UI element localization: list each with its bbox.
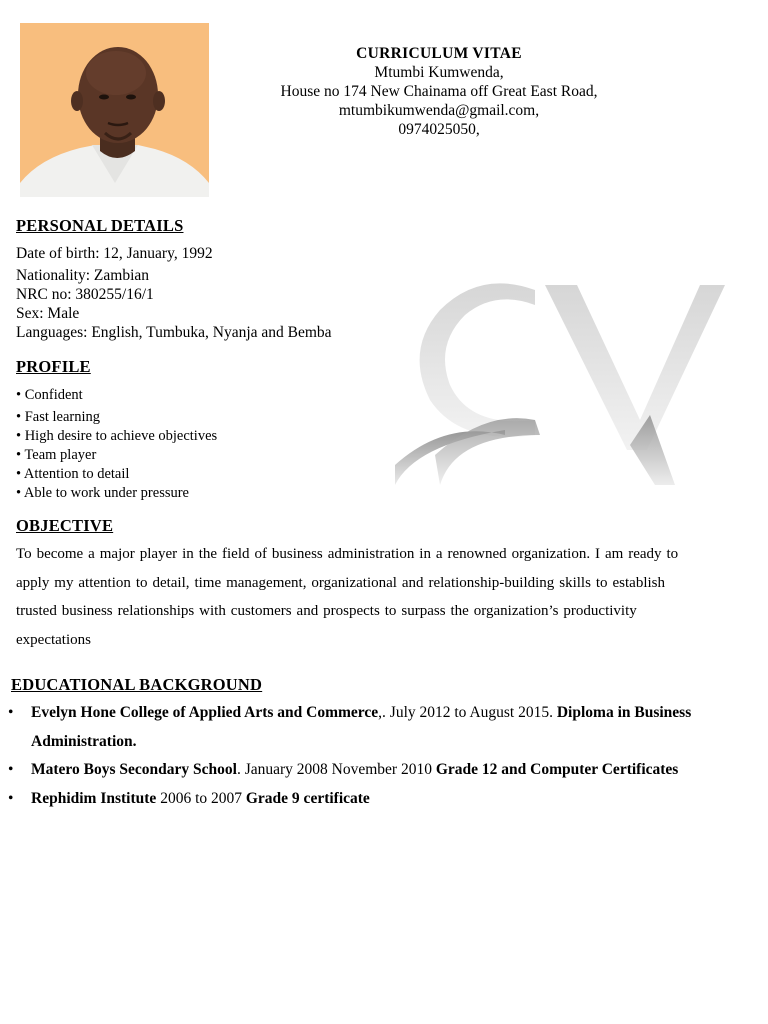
nrc-number: NRC no: 380255/16/1 <box>16 286 154 303</box>
award: Grade 12 and Computer Certificates <box>435 761 679 778</box>
profile-heading: PROFILE <box>16 357 91 376</box>
cv-header <box>229 44 649 139</box>
objective-text: To become a major player in the field of business administration in a renowned organization. I am ready to apply my attention to detail, time management, organizational and relationship-building skills to establish trusted business relationships with customers and prospects to surpass the organization’s productivity expectations <box>16 546 679 648</box>
profile-photo <box>20 23 209 197</box>
profile-item: • High desire to achieve objectives <box>16 428 218 444</box>
bullet-dot: • <box>8 761 14 778</box>
award: Grade 9 certificate <box>245 789 370 807</box>
cv-title: CURRICULUM VITAE <box>356 45 522 62</box>
education-item <box>8 699 728 756</box>
school-name: Evelyn Hone College of Applied Arts and Commerce <box>31 704 379 721</box>
study-dates: 2006 to 2007 <box>156 789 246 807</box>
profile-item: • Attention to detail <box>16 466 130 482</box>
profile-item: • Confident <box>16 387 83 403</box>
profile-item: • Able to work under pressure <box>16 485 189 501</box>
profile-item: • Fast learning <box>16 409 101 425</box>
applicant-phone: 0974025050, <box>398 121 480 138</box>
school-name: Matero Boys Secondary School <box>31 761 237 778</box>
education-item <box>8 756 728 785</box>
education-list <box>8 699 728 813</box>
bullet-dot: • <box>8 789 14 807</box>
languages: Languages: English, Tumbuka, Nyanja and Bemba <box>16 324 332 341</box>
school-name: Rephidim Institute <box>31 789 157 807</box>
study-dates: ,. July 2012 to August 2015. <box>378 704 557 721</box>
cv-watermark-logo <box>385 270 730 490</box>
applicant-email: mtumbikumwenda@gmail.com, <box>338 102 540 119</box>
nationality: Nationality: Zambian <box>16 267 150 284</box>
sex: Sex: Male <box>16 305 80 322</box>
study-dates: . January 2008 November 2010 <box>236 761 436 778</box>
education-item <box>8 785 728 814</box>
applicant-name: Mtumbi Kumwenda, <box>374 64 504 81</box>
date-of-birth: Date of birth: 12, January, 1992 <box>16 245 213 262</box>
bullet-dot: • <box>8 704 14 721</box>
personal-details-heading: PERSONAL DETAILS <box>16 216 184 235</box>
objective-heading: OBJECTIVE <box>16 516 114 535</box>
applicant-address: House no 174 New Chainama off Great East Road, <box>280 83 598 100</box>
education-heading: EDUCATIONAL BACKGROUND <box>11 675 263 694</box>
award: Diploma in Business Administration. <box>31 704 692 750</box>
profile-item: • Team player <box>16 447 97 463</box>
